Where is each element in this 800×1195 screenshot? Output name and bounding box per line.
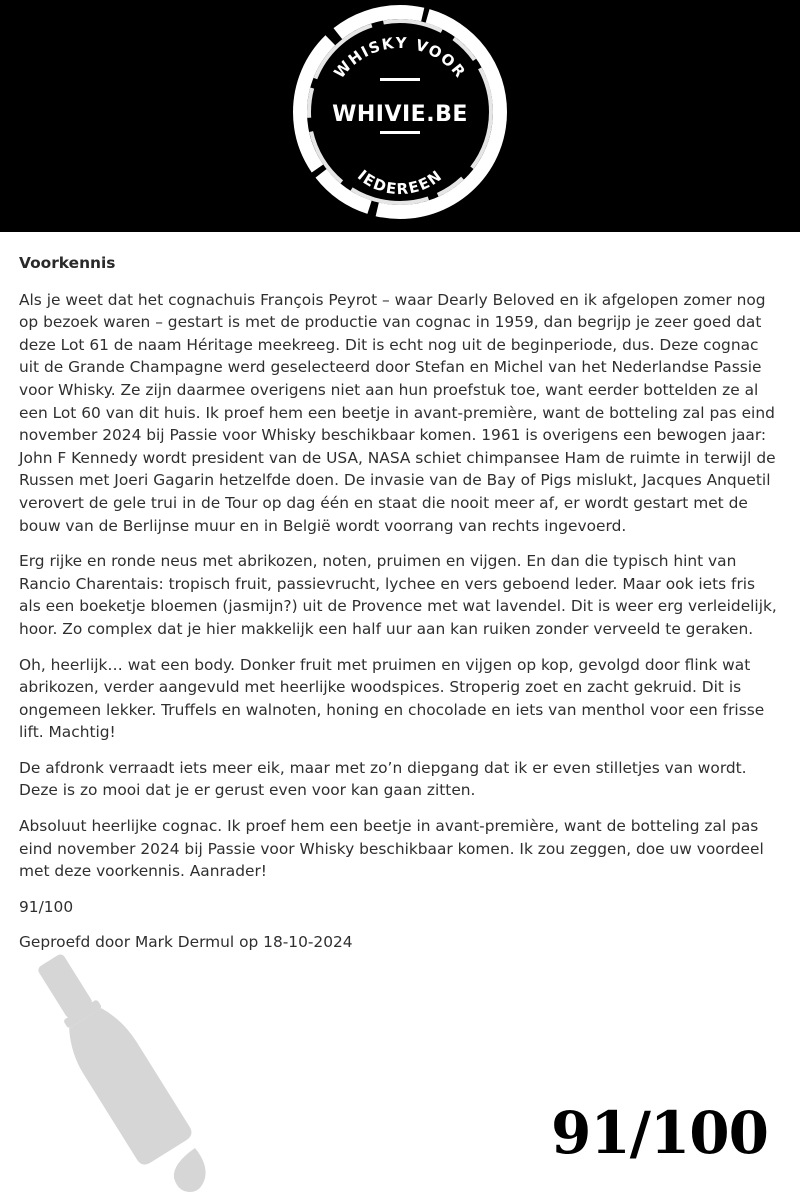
header-banner bbox=[0, 0, 800, 232]
article-signature: Geproefd door Mark Dermul op 18-10-2024 bbox=[19, 933, 353, 952]
article-paragraph: Als je weet dat het cognachuis François Peyrot – waar Dearly Beloved en ik afgelopen zomer nog op bezoek waren – gestart is met de productie van cognac in 1959, dan begrijp je zeer goed dat deze Lot 61 de naam Héritage meekreeg. Dit is echt nog uit de beginperiode, dus. Deze cognac uit de Grande Champagne werd geselecteerd door Stefan en Michel van het Nederlandse Passie voor Whisky. Ze zijn daarmee overigens niet aan hun proefstuk toe, want eerder bottelden ze al een Lot 60 van dit huis. Ik proef hem een beetje in avant-première, want de botteling zal pas eind november 2024 bij Passie voor Whisky beschikbaar komen. 1961 is overigens een bewogen jaar: John F Kennedy wordt president van de USA, NASA schiet chimpansee Ham de ruimte in terwijl de Russen met Joeri Gagarin hetzelfde doen. De invasie van de Bay of Pigs mislukt, Jacques Anquetil verovert de gele trui in de Tour op dag één en staat die nooit meer af, er wordt gestart met de bouw van de Berlijnse muur en in België wordt voorrang van rechts ingevoerd. bbox=[19, 290, 776, 535]
article-paragraph: De afdronk verraadt iets meer eik, maar met zo’n diepgang dat ik er even stilletjes van wordt. Deze is zo mooi dat je er gerust even voor kan gaan zitten. bbox=[19, 758, 747, 800]
article-paragraph: Absoluut heerlijke cognac. Ik proef hem een beetje in avant-première, want de botteling zal pas eind november 2024 bij Passie voor Whisky beschikbaar komen. Ik zou zeggen, doe uw voordeel met deze voorkennis. Aanrader! bbox=[19, 817, 764, 881]
whivie-logo bbox=[264, 0, 536, 232]
article bbox=[19, 252, 781, 967]
logo-divider bbox=[380, 78, 420, 81]
article-paragraph: Oh, heerlijk… wat een body. Donker fruit met pruimen en vijgen op kop, gevolgd door flink wat abrikozen, verder aangevuld met heerlijke woodspices. Stroperig zoet en zacht gekruid. Dit is ongemeen lekker. Truffels en walnoten, honing en chocolade en iets van menthol voor een frisse lift. Machtig! bbox=[19, 655, 765, 742]
logo-top-text: WHISKY VOOR bbox=[330, 33, 470, 82]
bottle-icon bbox=[0, 950, 240, 1195]
big-score: 91/100 bbox=[551, 1099, 768, 1167]
article-paragraph: Erg rijke en ronde neus met abrikozen, noten, pruimen en vijgen. En dan die typisch hint van Rancio Charentais: tropisch fruit, passievrucht, lychee en vers geboend leder. Maar ook iets fris als een boeketje bloemen (jasmijn?) uit de Provence met wat lavendel. Dit is weer erg verleidelijk, hoor. Zo complex dat je hier makkelijk een half uur aan kan ruiken zonder verveeld te geraken. bbox=[19, 552, 777, 638]
article-heading: Voorkennis bbox=[19, 254, 116, 272]
logo-divider bbox=[380, 131, 420, 134]
logo-bottom-text: IEDEREEN bbox=[354, 166, 446, 199]
article-score: 91/100 bbox=[19, 897, 74, 916]
logo-main-text: WHIVIE.BE bbox=[332, 102, 468, 127]
